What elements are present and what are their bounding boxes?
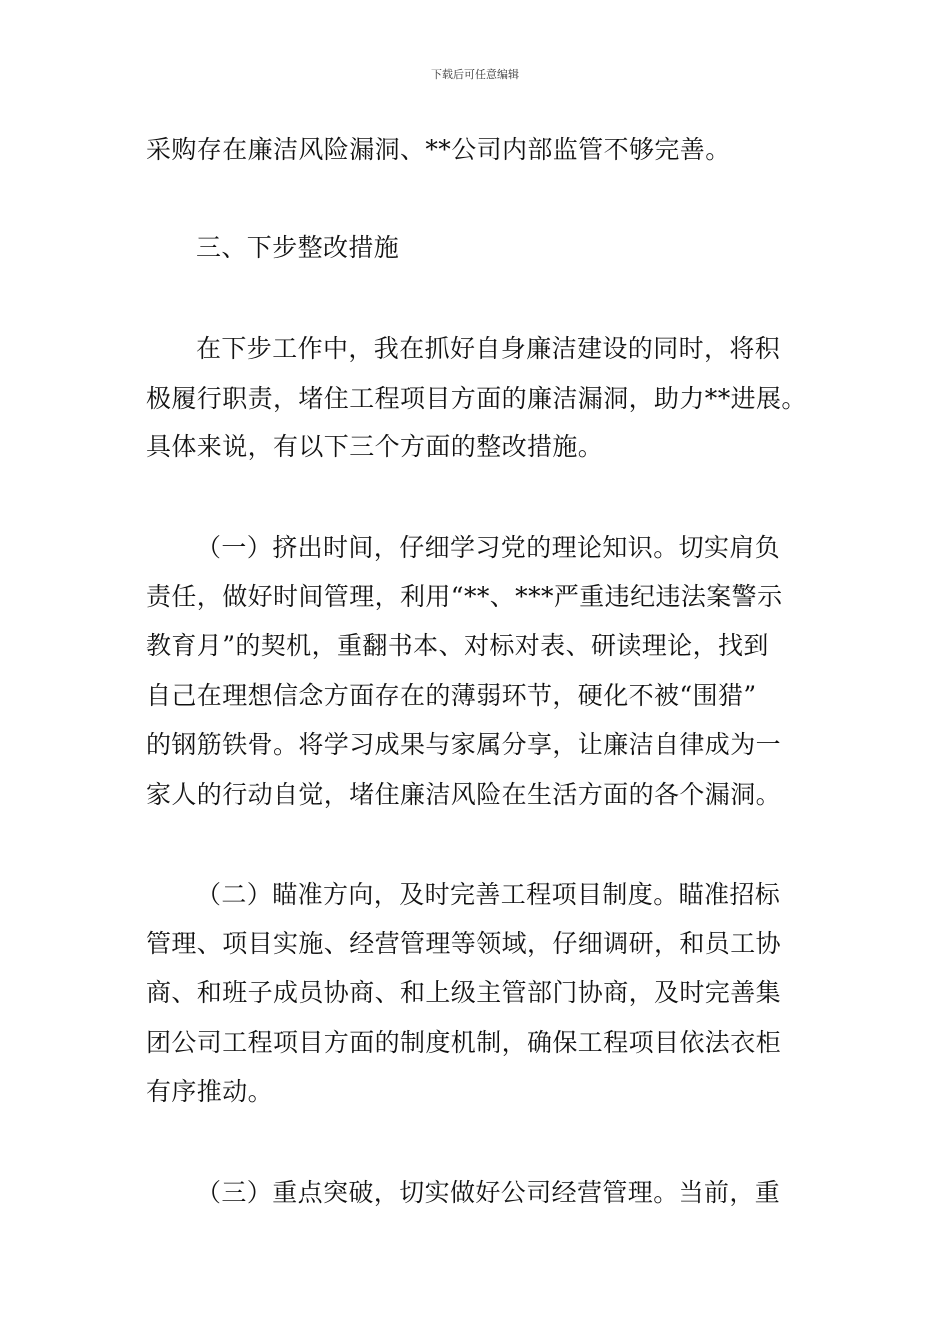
body-line: 在下步工作中，我在抓好自身廉洁建设的同时，将积 xyxy=(196,334,781,363)
body-line: 家人的行动自觉，堵住廉洁风险在生活方面的各个漏洞。 xyxy=(146,780,782,809)
body-line: 自己在理想信念方面存在的薄弱环节，硬化不被“围猎” xyxy=(146,681,757,710)
page-header: 下载后可任意编辑 xyxy=(431,68,519,81)
body-line: 责任，做好时间管理，利用“**、***严重违纪违法案警示 xyxy=(146,582,783,611)
body-line: （三）重点突破，切实做好公司经营管理。当前，重 xyxy=(196,1178,781,1207)
body-line: 采购存在廉洁风险漏洞、**公司内部监管不够完善。 xyxy=(146,135,731,164)
body-line: （一）挤出时间，仔细学习党的理论知识。切实肩负 xyxy=(196,533,781,562)
body-line: （二）瞄准方向，及时完善工程项目制度。瞄准招标 xyxy=(196,880,781,909)
section-heading: 三、下步整改措施 xyxy=(196,233,400,262)
body-line: 具体来说，有以下三个方面的整改措施。 xyxy=(146,432,604,461)
body-line: 的钢筋铁骨。将学习成果与家属分享，让廉洁自律成为一 xyxy=(146,730,782,759)
body-line: 有序推动。 xyxy=(146,1077,274,1106)
body-line: 商、和班子成员协商、和上级主管部门协商，及时完善集 xyxy=(146,978,782,1007)
body-line: 极履行职责，堵住工程项目方面的廉洁漏洞，助力**进展。 xyxy=(146,384,807,413)
body-line: 管理、项目实施、经营管理等领域，仔细调研，和员工协 xyxy=(146,929,782,958)
body-line: 教育月”的契机，重翻书本、对标对表、研读理论，找到 xyxy=(146,631,769,660)
body-line: 团公司工程项目方面的制度机制，确保工程项目依法衣柜 xyxy=(146,1028,782,1057)
